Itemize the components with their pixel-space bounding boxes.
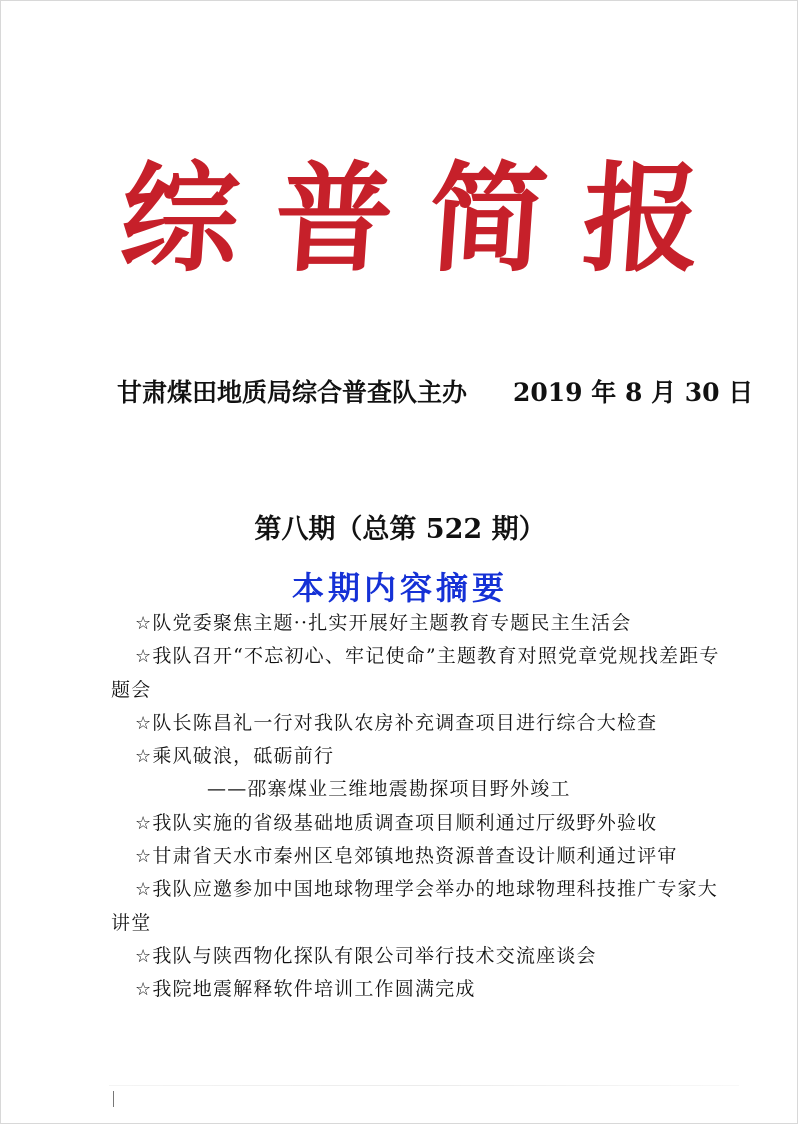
star-icon: ☆ xyxy=(135,712,153,734)
masthead-char-1: 综 xyxy=(116,149,244,288)
table-of-contents xyxy=(111,607,729,1007)
toc-item-text: 乘风破浪，砥砺前行 xyxy=(152,745,335,768)
toc-item xyxy=(111,707,729,740)
toc-item xyxy=(111,940,729,973)
publish-date: 2019 年 8 月 30 日 xyxy=(513,378,754,407)
toc-item-text: ——邵寨煤业三维地震勘探项目野外竣工 xyxy=(207,778,571,801)
toc-item xyxy=(111,607,729,640)
star-icon: ☆ xyxy=(135,846,153,868)
toc-item xyxy=(111,973,729,1006)
star-icon: ☆ xyxy=(135,879,153,901)
toc-item-text: 我院地震解释软件培训工作圆满完成 xyxy=(152,978,476,1001)
masthead-char-4: 报 xyxy=(578,149,706,288)
star-icon: ☆ xyxy=(135,646,153,668)
masthead-char-2: 普 xyxy=(270,149,398,288)
toc-item xyxy=(111,840,729,873)
toc-item-text: 队党委聚焦主题··扎实开展好主题教育专题民主生活会 xyxy=(152,612,632,634)
masthead-char-3: 简 xyxy=(424,149,552,288)
toc-item-text: 我队实施的省级基础地质调查项目顺利通过厅级野外验收 xyxy=(152,811,658,834)
star-icon: ☆ xyxy=(135,746,153,768)
toc-item xyxy=(111,640,729,707)
star-icon: ☆ xyxy=(135,613,153,634)
masthead-title xyxy=(116,149,706,289)
text-cursor-mark xyxy=(113,1091,114,1107)
publisher-name: 甘肃煤田地质局综合普查队主办 xyxy=(117,378,468,407)
footer-divider xyxy=(109,1085,739,1086)
issue-number: 第八期（总第 522 期） xyxy=(254,514,546,545)
star-icon: ☆ xyxy=(135,979,153,1001)
toc-item-text: 我队召开“不忘初心、牢记使命”主题教育对照党章党规找差距专题会 xyxy=(111,645,720,701)
star-icon: ☆ xyxy=(135,812,153,834)
star-icon: ☆ xyxy=(135,945,153,967)
toc-item xyxy=(111,740,729,773)
toc-item xyxy=(111,807,729,840)
toc-item-text: 甘肃省天水市秦州区皂郊镇地热资源普查设计顺利通过评审 xyxy=(152,845,678,868)
toc-item-text: 队长陈昌礼一行对我队农房补充调查项目进行综合大检查 xyxy=(152,711,658,734)
toc-subtitle xyxy=(111,773,729,806)
toc-item xyxy=(111,873,729,940)
toc-item-text: 我队与陕西物化探队有限公司举行技术交流座谈会 xyxy=(152,944,597,967)
summary-heading: 本期内容摘要 xyxy=(291,569,508,607)
toc-item-text: 我队应邀参加中国地球物理学会举办的地球物理科技推广专家大讲堂 xyxy=(111,878,718,934)
